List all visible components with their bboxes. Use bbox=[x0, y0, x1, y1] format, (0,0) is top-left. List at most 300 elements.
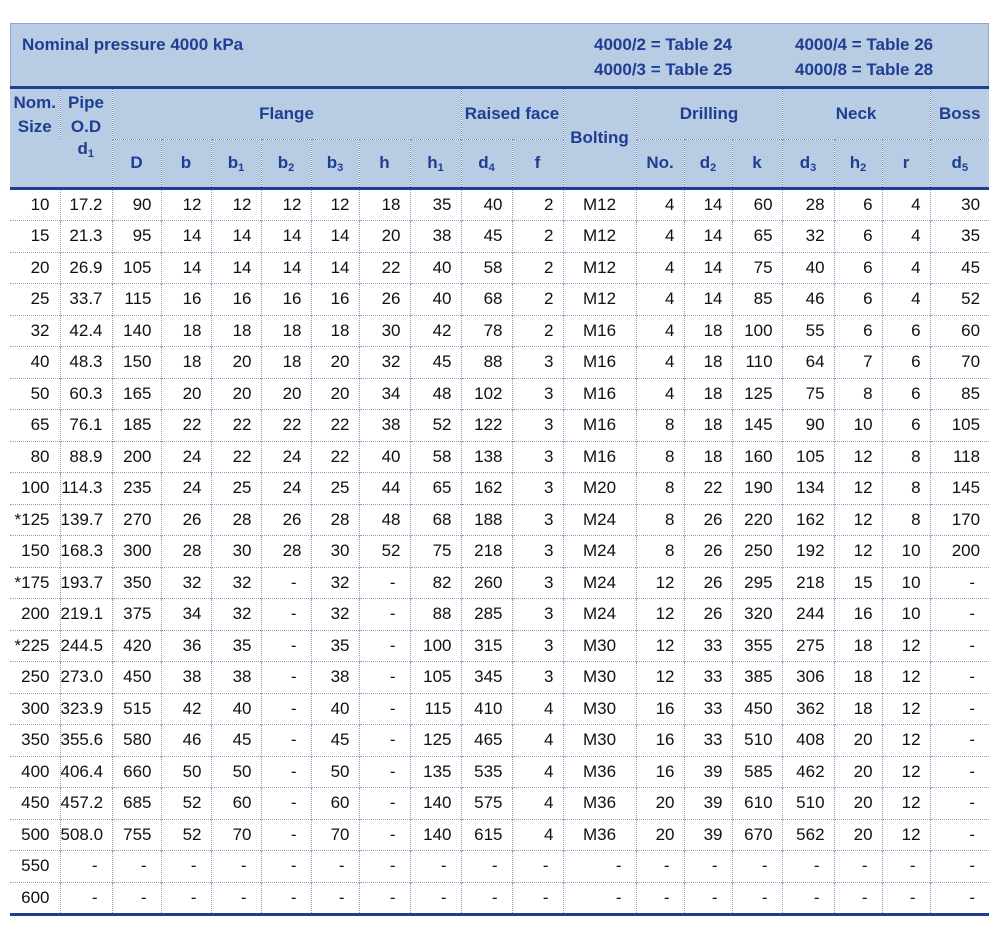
table-cell: 4 bbox=[512, 693, 563, 725]
table-cell: 24 bbox=[161, 441, 211, 473]
table-cell: 12 bbox=[882, 725, 930, 757]
table-cell: 10 bbox=[882, 567, 930, 599]
header-bolting: Bolting bbox=[563, 88, 636, 189]
table-cell: M30 bbox=[563, 662, 636, 694]
table-cell: - bbox=[359, 693, 410, 725]
flange-dimension-table-sheet bbox=[10, 23, 989, 916]
table-cell: M30 bbox=[563, 693, 636, 725]
table-cell: 2 bbox=[512, 252, 563, 284]
table-cell: M36 bbox=[563, 819, 636, 851]
table-cell: 18 bbox=[161, 315, 211, 347]
table-cell: 450 bbox=[732, 693, 782, 725]
table-cell: 10 bbox=[834, 410, 882, 442]
table-cell: 28 bbox=[211, 504, 261, 536]
table-cell: 22 bbox=[684, 473, 732, 505]
table-cell: 40 bbox=[311, 693, 359, 725]
table-cell: - bbox=[930, 819, 989, 851]
table-cell: 75 bbox=[782, 378, 834, 410]
table-cell: 20 bbox=[834, 725, 882, 757]
table-cell: 18 bbox=[684, 410, 732, 442]
table-cell: 12 bbox=[261, 188, 311, 221]
table-cell: 28 bbox=[311, 504, 359, 536]
table-cell: 165 bbox=[112, 378, 161, 410]
table-row bbox=[10, 188, 989, 221]
table-cell: 14 bbox=[161, 221, 211, 253]
table-cell: 350 bbox=[10, 725, 60, 757]
table-cell: 50 bbox=[161, 756, 211, 788]
table-cell: 3 bbox=[512, 536, 563, 568]
table-cell: 58 bbox=[410, 441, 461, 473]
table-cell: 70 bbox=[211, 819, 261, 851]
table-cell: 20 bbox=[834, 819, 882, 851]
table-cell: 39 bbox=[684, 788, 732, 820]
header-pipe-od: Pipe O.D bbox=[60, 88, 112, 140]
table-cell: 32 bbox=[359, 347, 410, 379]
table-cell: 140 bbox=[410, 788, 461, 820]
table-cell: - bbox=[512, 882, 563, 915]
table-cell: 32 bbox=[211, 567, 261, 599]
table-cell: 500 bbox=[10, 819, 60, 851]
table-cell: 219.1 bbox=[60, 599, 112, 631]
table-cell: 80 bbox=[10, 441, 60, 473]
table-cell: 139.7 bbox=[60, 504, 112, 536]
table-cell: 24 bbox=[261, 441, 311, 473]
table-cell: 510 bbox=[782, 788, 834, 820]
table-cell: 20 bbox=[636, 819, 684, 851]
table-cell: 406.4 bbox=[60, 756, 112, 788]
table-cell: 52 bbox=[161, 819, 211, 851]
table-cell: M24 bbox=[563, 504, 636, 536]
table-cell: 30 bbox=[359, 315, 410, 347]
table-cell: 32 bbox=[782, 221, 834, 253]
table-cell: - bbox=[359, 882, 410, 915]
table-cell: 18 bbox=[261, 315, 311, 347]
table-cell: 20 bbox=[211, 347, 261, 379]
table-cell: 33 bbox=[684, 630, 732, 662]
table-cell: 16 bbox=[636, 693, 684, 725]
table-cell: 18 bbox=[311, 315, 359, 347]
table-cell: - bbox=[359, 567, 410, 599]
table-cell: 15 bbox=[10, 221, 60, 253]
table-cell: 16 bbox=[636, 725, 684, 757]
table-cell: 12 bbox=[834, 536, 882, 568]
table-row bbox=[10, 725, 989, 757]
table-cell: - bbox=[636, 851, 684, 883]
table-cell: 102 bbox=[461, 378, 512, 410]
table-cell: - bbox=[211, 882, 261, 915]
table-cell: 8 bbox=[636, 536, 684, 568]
table-cell: 10 bbox=[10, 188, 60, 221]
table-cell: 6 bbox=[882, 410, 930, 442]
table-cell: 30 bbox=[930, 188, 989, 221]
table-cell: 150 bbox=[10, 536, 60, 568]
table-cell: - bbox=[512, 851, 563, 883]
table-cell: 40 bbox=[410, 252, 461, 284]
table-cell: 8 bbox=[834, 378, 882, 410]
table-cell: 185 bbox=[112, 410, 161, 442]
table-cell: 200 bbox=[112, 441, 161, 473]
table-cell: 12 bbox=[211, 188, 261, 221]
table-cell: 82 bbox=[410, 567, 461, 599]
table-cell: 38 bbox=[410, 221, 461, 253]
table-cell: 18 bbox=[684, 315, 732, 347]
table-cell: 18 bbox=[261, 347, 311, 379]
table-cell: 10 bbox=[882, 599, 930, 631]
table-cell: 58 bbox=[461, 252, 512, 284]
table-cell: 105 bbox=[410, 662, 461, 694]
table-cell: 75 bbox=[410, 536, 461, 568]
table-row bbox=[10, 756, 989, 788]
table-cell: 60 bbox=[930, 315, 989, 347]
table-cell: 345 bbox=[461, 662, 512, 694]
table-cell: M30 bbox=[563, 630, 636, 662]
subheader-flange-h: h bbox=[359, 139, 410, 188]
table-cell: 4 bbox=[512, 725, 563, 757]
table-cell: 8 bbox=[636, 410, 684, 442]
table-cell: 39 bbox=[684, 819, 732, 851]
table-cell: 65 bbox=[410, 473, 461, 505]
table-cell: - bbox=[930, 693, 989, 725]
table-cell: 12 bbox=[636, 567, 684, 599]
table-cell: 12 bbox=[882, 756, 930, 788]
table-cell: 22 bbox=[211, 441, 261, 473]
table-cell: 46 bbox=[782, 284, 834, 316]
table-cell: 28 bbox=[161, 536, 211, 568]
table-cell: 85 bbox=[930, 378, 989, 410]
table-cell: 355.6 bbox=[60, 725, 112, 757]
table-cell: M12 bbox=[563, 252, 636, 284]
table-cell: 190 bbox=[732, 473, 782, 505]
table-cell: 16 bbox=[211, 284, 261, 316]
table-cell: 105 bbox=[112, 252, 161, 284]
table-cell: 355 bbox=[732, 630, 782, 662]
table-cell: - bbox=[782, 882, 834, 915]
table-cell: 44 bbox=[359, 473, 410, 505]
table-cell: 88 bbox=[461, 347, 512, 379]
table-cell: - bbox=[834, 882, 882, 915]
table-row bbox=[10, 252, 989, 284]
table-cell: 188 bbox=[461, 504, 512, 536]
table-cell: 6 bbox=[882, 347, 930, 379]
table-cell: 3 bbox=[512, 504, 563, 536]
table-cell: 32 bbox=[311, 599, 359, 631]
table-cell: - bbox=[461, 851, 512, 883]
table-cell: 65 bbox=[10, 410, 60, 442]
table-cell: 48.3 bbox=[60, 347, 112, 379]
table-cell: 20 bbox=[161, 378, 211, 410]
table-cell: 12 bbox=[882, 662, 930, 694]
table-cell: 48 bbox=[410, 378, 461, 410]
subheader-drilling-d2: $d_2$ bbox=[684, 139, 732, 188]
table-cell: 8 bbox=[882, 504, 930, 536]
table-cell: - bbox=[930, 630, 989, 662]
table-cell: - bbox=[410, 851, 461, 883]
table-cell: 68 bbox=[410, 504, 461, 536]
table-cell: 45 bbox=[311, 725, 359, 757]
table-cell: - bbox=[359, 662, 410, 694]
table-cell: 3 bbox=[512, 473, 563, 505]
table-cell: 4 bbox=[512, 756, 563, 788]
table-cell: - bbox=[211, 851, 261, 883]
table-cell: 50 bbox=[10, 378, 60, 410]
table-cell: 323.9 bbox=[60, 693, 112, 725]
table-cell: 26 bbox=[684, 536, 732, 568]
table-cell: 33 bbox=[684, 662, 732, 694]
table-cell: 45 bbox=[211, 725, 261, 757]
table-cell: 38 bbox=[311, 662, 359, 694]
table-cell: 25 bbox=[311, 473, 359, 505]
table-cell: 140 bbox=[410, 819, 461, 851]
table-cell: 26 bbox=[261, 504, 311, 536]
table-row bbox=[10, 630, 989, 662]
table-cell: M16 bbox=[563, 378, 636, 410]
table-cell: 6 bbox=[882, 378, 930, 410]
table-cell: 42 bbox=[161, 693, 211, 725]
table-cell: 16 bbox=[311, 284, 359, 316]
table-cell: 26 bbox=[161, 504, 211, 536]
table-cell: 45 bbox=[930, 252, 989, 284]
table-cell: 45 bbox=[410, 347, 461, 379]
table-cell: M20 bbox=[563, 473, 636, 505]
table-cell: 30 bbox=[211, 536, 261, 568]
table-cell: 4 bbox=[882, 284, 930, 316]
table-cell: - bbox=[930, 567, 989, 599]
subheader-flange-D: D bbox=[112, 139, 161, 188]
table-cell: 16 bbox=[161, 284, 211, 316]
table-cell: 75 bbox=[732, 252, 782, 284]
table-cell: 8 bbox=[882, 441, 930, 473]
table-cell: - bbox=[261, 630, 311, 662]
table-cell: 12 bbox=[882, 693, 930, 725]
table-cell: 65 bbox=[732, 221, 782, 253]
table-cell: 40 bbox=[461, 188, 512, 221]
table-cell: 8 bbox=[636, 504, 684, 536]
table-cell: 60 bbox=[211, 788, 261, 820]
table-cell: 105 bbox=[930, 410, 989, 442]
title-nominal-pressure: Nominal pressure 4000 kPa bbox=[22, 35, 244, 54]
table-cell: 100 bbox=[410, 630, 461, 662]
table-cell: 218 bbox=[782, 567, 834, 599]
table-row bbox=[10, 347, 989, 379]
table-cell: 285 bbox=[461, 599, 512, 631]
table-cell: - bbox=[684, 851, 732, 883]
table-cell: M16 bbox=[563, 347, 636, 379]
table-cell: 22 bbox=[311, 441, 359, 473]
table-cell: 28 bbox=[261, 536, 311, 568]
table-cell: 244 bbox=[782, 599, 834, 631]
table-cell: 306 bbox=[782, 662, 834, 694]
subheader-raised-face-d4: $d_4$ bbox=[461, 139, 512, 188]
table-cell: 20 bbox=[834, 756, 882, 788]
table-cell: - bbox=[930, 725, 989, 757]
table-cell: 465 bbox=[461, 725, 512, 757]
table-cell: 4 bbox=[636, 315, 684, 347]
subheader-neck-r: r bbox=[882, 139, 930, 188]
table-cell: 4 bbox=[636, 188, 684, 221]
table-cell: 193.7 bbox=[60, 567, 112, 599]
table-cell: 3 bbox=[512, 441, 563, 473]
table-cell: 78 bbox=[461, 315, 512, 347]
table-cell: 585 bbox=[732, 756, 782, 788]
table-cell: - bbox=[112, 851, 161, 883]
table-cell: 275 bbox=[782, 630, 834, 662]
table-cell: 20 bbox=[359, 221, 410, 253]
table-cell: 12 bbox=[636, 630, 684, 662]
table-row bbox=[10, 504, 989, 536]
table-cell: 457.2 bbox=[60, 788, 112, 820]
table-cell: 400 bbox=[10, 756, 60, 788]
table-cell: 18 bbox=[684, 347, 732, 379]
table-cell: 20 bbox=[211, 378, 261, 410]
table-cell: 18 bbox=[211, 315, 261, 347]
table-cell: 14 bbox=[684, 188, 732, 221]
table-cell: 6 bbox=[834, 221, 882, 253]
table-cell: - bbox=[311, 851, 359, 883]
table-cell: 250 bbox=[10, 662, 60, 694]
header-drilling: Drilling bbox=[636, 88, 782, 140]
table-cell: 50 bbox=[211, 756, 261, 788]
table-cell: 14 bbox=[211, 252, 261, 284]
table-cell: 26 bbox=[359, 284, 410, 316]
table-cell: 125 bbox=[732, 378, 782, 410]
header-raised-face: Raised face bbox=[461, 88, 563, 140]
table-cell: 4 bbox=[882, 221, 930, 253]
table-cell: 12 bbox=[882, 819, 930, 851]
table-cell: 48 bbox=[359, 504, 410, 536]
table-cell: 170 bbox=[930, 504, 989, 536]
table-cell: - bbox=[359, 725, 410, 757]
table-cell: 4 bbox=[636, 378, 684, 410]
table-cell: 18 bbox=[834, 630, 882, 662]
table-cell: 462 bbox=[782, 756, 834, 788]
table-cell: 300 bbox=[10, 693, 60, 725]
table-cell: 115 bbox=[112, 284, 161, 316]
table-cell: 270 bbox=[112, 504, 161, 536]
subheader-boss-d5: $d_5$ bbox=[930, 139, 989, 188]
table-cell: 114.3 bbox=[60, 473, 112, 505]
table-cell: 30 bbox=[311, 536, 359, 568]
table-cell: - bbox=[782, 851, 834, 883]
subheader-neck-h2: $h_2$ bbox=[834, 139, 882, 188]
table-cell: 22 bbox=[311, 410, 359, 442]
table-cell: - bbox=[161, 882, 211, 915]
table-cell: 3 bbox=[512, 347, 563, 379]
table-cell: - bbox=[636, 882, 684, 915]
table-cell: 35 bbox=[410, 188, 461, 221]
table-cell: M16 bbox=[563, 315, 636, 347]
subheader-flange-b3: $b_3$ bbox=[311, 139, 359, 188]
subheader-raised-face-f: f bbox=[512, 139, 563, 188]
table-cell: - bbox=[261, 756, 311, 788]
table-cell: M30 bbox=[563, 725, 636, 757]
table-cell: 50 bbox=[311, 756, 359, 788]
table-cell: 670 bbox=[732, 819, 782, 851]
table-cell: 25 bbox=[10, 284, 60, 316]
table-cell: - bbox=[261, 693, 311, 725]
table-cell: 52 bbox=[410, 410, 461, 442]
table-cell: - bbox=[930, 882, 989, 915]
table-cell: - bbox=[161, 851, 211, 883]
table-cell: 320 bbox=[732, 599, 782, 631]
table-cell: - bbox=[563, 882, 636, 915]
table-cell: 22 bbox=[161, 410, 211, 442]
table-row bbox=[10, 315, 989, 347]
table-cell: M24 bbox=[563, 567, 636, 599]
table-cell: - bbox=[261, 882, 311, 915]
header-nom-size: Nom. Size bbox=[10, 88, 60, 189]
table-cell: 52 bbox=[359, 536, 410, 568]
table-cell: 12 bbox=[882, 788, 930, 820]
table-cell: 14 bbox=[684, 221, 732, 253]
table-cell: - bbox=[112, 882, 161, 915]
table-row bbox=[10, 378, 989, 410]
table-cell: 610 bbox=[732, 788, 782, 820]
table-cell: 8 bbox=[636, 473, 684, 505]
table-cell: 515 bbox=[112, 693, 161, 725]
table-cell: 4 bbox=[636, 347, 684, 379]
table-cell: 39 bbox=[684, 756, 732, 788]
table-cell: 115 bbox=[410, 693, 461, 725]
table-cell: M24 bbox=[563, 536, 636, 568]
table-cell: 562 bbox=[782, 819, 834, 851]
table-cell: 755 bbox=[112, 819, 161, 851]
table-cell: 16 bbox=[834, 599, 882, 631]
header-neck: Neck bbox=[782, 88, 930, 140]
table-cell: 18 bbox=[684, 441, 732, 473]
table-cell: 7 bbox=[834, 347, 882, 379]
table-cell: 408 bbox=[782, 725, 834, 757]
table-cell: 34 bbox=[161, 599, 211, 631]
table-cell: 26 bbox=[684, 599, 732, 631]
table-cell: 508.0 bbox=[60, 819, 112, 851]
table-cell: 20 bbox=[311, 378, 359, 410]
table-cell: 14 bbox=[684, 284, 732, 316]
table-cell: - bbox=[930, 788, 989, 820]
table-cell: - bbox=[834, 851, 882, 883]
table-cell: 26 bbox=[684, 504, 732, 536]
table-cell: 60.3 bbox=[60, 378, 112, 410]
table-cell: 90 bbox=[112, 188, 161, 221]
table-cell: 18 bbox=[359, 188, 410, 221]
table-cell: 18 bbox=[161, 347, 211, 379]
table-cell: 105 bbox=[782, 441, 834, 473]
table-cell: 10 bbox=[882, 536, 930, 568]
sub-header-row bbox=[10, 139, 989, 188]
table-cell: 4 bbox=[636, 252, 684, 284]
table-cell: 52 bbox=[930, 284, 989, 316]
header-flange: Flange bbox=[112, 88, 461, 140]
table-cell: 20 bbox=[261, 378, 311, 410]
table-cell: M12 bbox=[563, 221, 636, 253]
table-row bbox=[10, 599, 989, 631]
table-cell: 68 bbox=[461, 284, 512, 316]
table-cell: 12 bbox=[834, 504, 882, 536]
table-cell: 685 bbox=[112, 788, 161, 820]
table-cell: - bbox=[359, 788, 410, 820]
table-cell: 36 bbox=[161, 630, 211, 662]
table-cell: - bbox=[60, 882, 112, 915]
table-cell: 32 bbox=[211, 599, 261, 631]
table-cell: 4 bbox=[882, 252, 930, 284]
table-cell: 135 bbox=[410, 756, 461, 788]
table-row bbox=[10, 819, 989, 851]
table-cell: 100 bbox=[732, 315, 782, 347]
table-cell: 118 bbox=[930, 441, 989, 473]
table-cell: 70 bbox=[930, 347, 989, 379]
table-cell: 35 bbox=[930, 221, 989, 253]
table-cell: 34 bbox=[359, 378, 410, 410]
table-cell: 3 bbox=[512, 378, 563, 410]
